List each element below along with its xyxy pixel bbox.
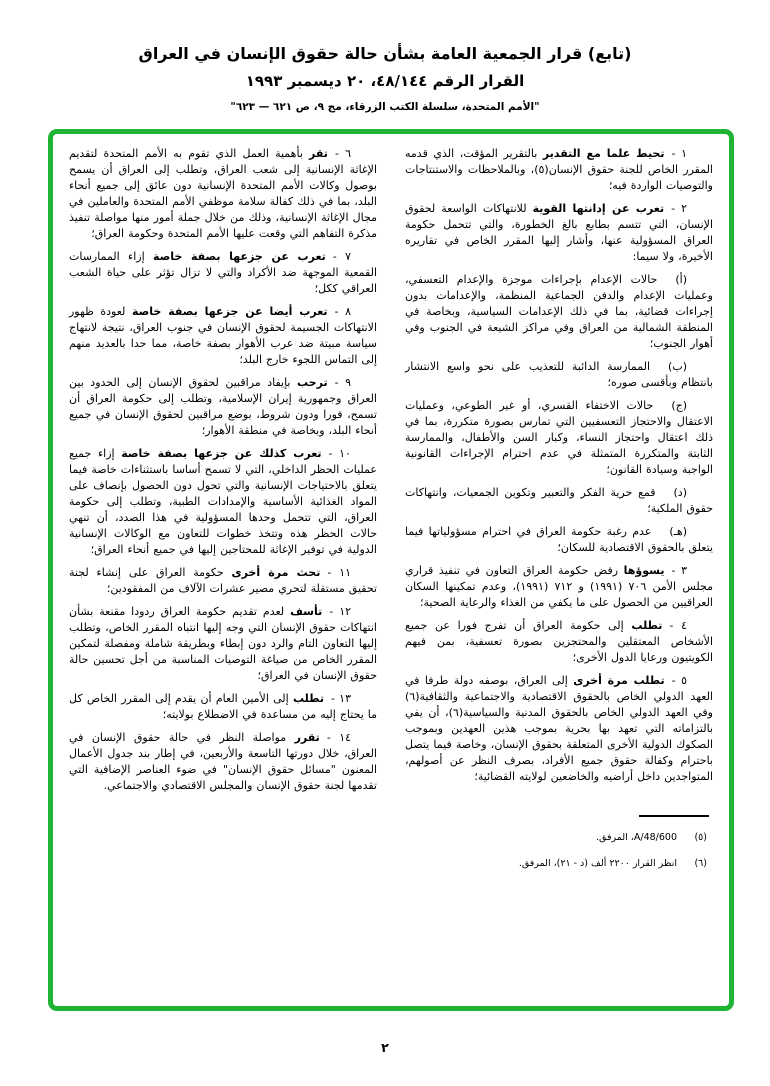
operative-verb: تطلب — [631, 619, 663, 632]
resolution-paragraph: ٧ -تعرب عن جزعها بصفة خاصة إزاء الممارسات القمعية الموجهة ضد الأكراد والتي لا تزال تؤثر على حياة الشعب العراقي ككل؛ — [69, 250, 377, 295]
resolution-title: (تابع) قرار الجمعية العامة بشأن حالة حقوق الإنسان في العراق — [138, 44, 632, 63]
resolution-subitem: (ب)الممارسة الدائبة للتعذيب على نحو واسع الانتشار بانتظام وبأقسى صوره؛ — [405, 360, 713, 389]
marker-gap — [322, 456, 329, 457]
operative-verb: تأسف — [290, 605, 323, 618]
document-header — [0, 0, 770, 113]
operative-verb: يسوؤها — [623, 564, 665, 577]
marker-gap — [324, 701, 331, 702]
paragraph-number: ١٣ - — [330, 692, 351, 705]
paragraph-number: ٥ - — [671, 674, 687, 687]
marker-gap — [653, 408, 671, 409]
paragraph-number: (هـ) — [669, 525, 687, 538]
footnote — [429, 831, 713, 844]
paragraph-number: ١٢ - — [329, 605, 352, 618]
marker-gap — [328, 385, 335, 386]
paragraph-number: (ج) — [671, 399, 687, 412]
resolution-paragraph: ٦ -تقر بأهمية العمل الذي تقوم به الأمم المتحدة لتقديم الإغاثة الإنسانية إلى شعب العراق، وتطلب إلى العراق أن يسمح بوصول وكالات الأمم المتحدة الإنسانية دون عائق إلى جميع أنحاء البلد، بما في ذلك كفالة سلامة موظفي الأمم المتحدة والعاملين في مجال الإغاثة الإنسانية، وذلك من خلال جملة أمور منها مواصلة تنفيذ مذكرة التفاهم التي وقعت عليها الأمم المتحدة وحكومة العراق؛ — [69, 147, 377, 240]
resolution-subitem: (أ)حالات الإعدام بإجراءات موجزة والإعدام التعسفي، وعمليات الإعدام والدفن الجماعية المنظمة، والإعدامات بدون إجراءات قضائية، بما في ذلك الإعدامات السياسية، وبخاصة في المنطقة الشمالية من العراق وفي مراكز الشيعة في الجنوب وفي أهوار الجنوب؛ — [405, 273, 713, 350]
resolution-subitem: (ج)حالات الاختفاء القسري، أو غير الطوعي، وعمليات الاعتقال والاحتجاز التعسفيين التي تمارس بصورة متكررة، بما في ذلك اعتقال واحتجاز النساء، وكبار السن والأطفال، والممارسة الثابتة والمتكررة المتمثلة في عدم احترام الإجراءات القانونية الواجبة وسيادة القانون؛ — [405, 399, 713, 476]
footnote-separator — [639, 815, 709, 817]
content-frame — [48, 129, 734, 1011]
paragraph-number: ٦ - — [334, 147, 351, 160]
resolution-paragraph: ١٠ -تعرب كذلك عن جزعها بصفة خاصة إزاء جميع عمليات الحظر الداخلي، التي لا تسمح أساسا باستثناءات خاصة فيما يتعلق بالاحتياجات الإنسانية والتي تحول دون الحصول بإنصاف على المواد الغذائية الأساسية والإمدادات الطبية، وتطلب إلى حكومة العراق، التي تتحمل وحدها المسؤولية في هذا الصدد، أن تنهي حالات الحظر هذه وتتخذ خطوات للتعاون مع الوكالات الإنسانية الدولية في توفير الإغاثة للمحتاجين إليها في جميع أنحاء العراق؛ — [69, 447, 377, 556]
paragraph-number: (ب) — [668, 360, 687, 373]
paragraph-number: ١١ - — [327, 566, 352, 579]
operative-verb: تحث مرة أخرى — [231, 566, 321, 579]
operative-verb: تقرر — [294, 731, 320, 744]
resolution-paragraph: ١٣ -تطلب إلى الأمين العام أن يقدم إلى المقرر الخاص كل ما يحتاج إليه من مساعدة في الاضطلاع بولايته؛ — [69, 692, 377, 721]
footnotes-block — [405, 815, 713, 870]
marker-gap — [656, 495, 674, 496]
paragraph-number: ٧ - — [332, 250, 352, 263]
footnote-marker: (٦) — [694, 858, 707, 869]
source-citation: "الأمم المتحدة، سلسلة الكتب الزرقاء، مج ٩، ص ٦٢١ — ٦٢٣" — [230, 101, 540, 113]
resolution-paragraph: ١ -تحيط علما مع التقدير بالتقرير المؤقت، الذي قدمه المقرر الخاص للجنة حقوق الإنسان(٥)، وبالملاحظات والاستنتاجات والتوصيات الواردة فيه؛ — [405, 147, 713, 192]
operative-verb: ترحب — [297, 376, 328, 389]
marker-gap — [665, 156, 672, 157]
footnote-marker: (٥) — [694, 832, 707, 843]
column-right — [405, 146, 713, 992]
resolution-paragraph: ٥ -تطلب مرة أخرى إلى العراق، بوصفه دولة طرفا في العهد الدولي الخاص بالحقوق الاقتصادية والاجتماعية والثقافية(٦) وفي العهد الدولي الخاص بالحقوق المدنية والسياسية(٦)، أن يفي بالتزاماته التي تعهد بها بحرية بموجب هذين العهدين وبموجب الصكوك الدولية الأخرى المتعلقة بحقوق الإنسان، وخاصة فيما يتصل باحترام وكفالة حقوق جميع الأفراد، بصرف النظر عن أصولهم، المتواجدين داخل أراضيه والخاضعين لولايته القضائية؛ — [405, 674, 713, 783]
resolution-paragraph: ٩ -ترحب بإيفاد مراقبين لحقوق الإنسان إلى الحدود بين العراق وجمهورية إيران الإسلامية، وتطلب إلى حكومة العراق أن تسمح، فورا ودون شروط، بوضع مراقبين لحقوق الإنسان في جميع أنحاء البلد، وبخاصة في منطقة الأهوار؛ — [69, 376, 377, 437]
operative-verb: تعرب كذلك عن جزعها بصفة خاصة — [121, 447, 322, 460]
resolution-paragraph: ٣ -يسوؤها رفض حكومة العراق التعاون في تنفيذ قراري مجلس الأمن ٧٠٦ (١٩٩١) و ٧١٢ (١٩٩١)، وعدم تمكينها السكان العراقيين من الحصول على ما يكفي من الغذاء والرعاية الصحية؛ — [405, 564, 713, 609]
operative-verb: تعرب عن إدانتها القوية — [532, 202, 665, 215]
paragraph-number: (د) — [673, 486, 687, 499]
paragraph-number: ٩ - — [334, 376, 352, 389]
marker-gap — [328, 314, 335, 315]
marker-gap — [657, 282, 675, 283]
footnote — [429, 857, 713, 870]
resolution-subitem: (د)قمع حرية الفكر والتعبير وتكوين الجمعيات، وانتهاكات حقوق الملكية؛ — [405, 486, 713, 515]
footnote-text: A/48/600، المرفق. — [596, 832, 677, 843]
resolution-paragraph: ١٤ -تقرر مواصلة النظر في حالة حقوق الإنسان في العراق، خلال دورتها التاسعة والأربعين، في إطار بند جدول الأعمال المعنون "مسائل حقوق الإنسان" في ضوء العناصر الإضافية التي تقدمها لجنة حقوق الإنسان والمجلس الاقتصادي والاجتماعي. — [69, 731, 377, 792]
page-number: ٢ — [381, 1040, 389, 1055]
column-left — [69, 146, 377, 992]
paragraph-number: ١٤ - — [326, 731, 352, 744]
operative-verb: تطلب مرة أخرى — [573, 674, 665, 687]
resolution-subitem: (هـ)عدم رغبة حكومة العراق في احترام مسؤولياتها فيما يتعلق بالحقوق الاقتصادية للسكان؛ — [405, 525, 713, 554]
resolution-paragraph: ٢ -تعرب عن إدانتها القوية للانتهاكات الواسعة لحقوق الإنسان، التي تتسم بطابع بالغ الخطورة، والتي تتحمل حكومة العراق المسؤولية عنها، وأشار إليها المقرر الخاص في تقاريره الأخيرة، ولا سيما: — [405, 202, 713, 263]
paragraph-number: ٨ - — [334, 305, 351, 318]
paragraph-number: ٤ - — [669, 619, 687, 632]
marker-gap — [320, 740, 327, 741]
operative-verb: تعرب عن جزعها بصفة خاصة — [152, 250, 326, 263]
operative-verb: تطلب — [292, 692, 324, 705]
paragraph-number: ٣ - — [671, 564, 687, 577]
footnote-text: انظر القرار ٢٢٠٠ ألف (د - ٢١)، المرفق. — [518, 858, 677, 869]
paragraph-number: (أ) — [675, 273, 687, 286]
paragraph-number: ٢ - — [671, 202, 688, 215]
marker-gap — [328, 156, 335, 157]
operative-verb: تقر — [309, 147, 328, 160]
operative-verb: تحيط علما مع التقدير — [542, 147, 665, 160]
paragraph-number: ١ - — [671, 147, 687, 160]
resolution-paragraph: ١١ -تحث مرة أخرى حكومة العراق على إنشاء لجنة تحقيق مستقلة لتحري مصير عشرات الآلاف من المفقودين؛ — [69, 566, 377, 595]
resolution-paragraph: ٨ -تعرب أيضا عن جزعها بصفة خاصة لعودة ظهور الانتهاكات الجسيمة لحقوق الإنسان في جنوب العراق، نتيجة لانتهاج سياسة مبيتة ضد عرب الأهوار بصفة خاصة، مما حدا بالعديد منهم إلى التماس اللجوء خارج البلد؛ — [69, 305, 377, 366]
marker-gap — [650, 369, 668, 370]
paragraph-number: ١٠ - — [328, 447, 351, 460]
resolution-paragraph: ١٢ -تأسف لعدم تقديم حكومة العراق ردودا مقنعة بشأن انتهاكات حقوق الإنسان التي وجه إليها انتباه المقرر الخاص، وتطلب إليها التعاون التام والرد دون إبطاء وبطريقة شاملة ومفصلة لتمكين المقرر الخاص من صياغة التوصيات المناسبة من أجل تحسين حالة حقوق الإنسان في العراق؛ — [69, 605, 377, 682]
marker-gap — [326, 259, 333, 260]
marker-gap — [651, 534, 669, 535]
operative-verb: تعرب أيضا عن جزعها بصفة خاصة — [131, 305, 328, 318]
marker-gap — [665, 683, 672, 684]
resolution-number-date: القرار الرقم ٤٨/١٤٤، ٢٠ ديسمبر ١٩٩٣ — [245, 72, 525, 90]
resolution-paragraph: ٤ -تطلب إلى حكومة العراق أن تفرج فورا عن جميع الأشخاص المعتقلين والمحتجزين بصورة تعسفية، بمن فيهم الكويتيون ورعايا الدول الأخرى؛ — [405, 619, 713, 664]
